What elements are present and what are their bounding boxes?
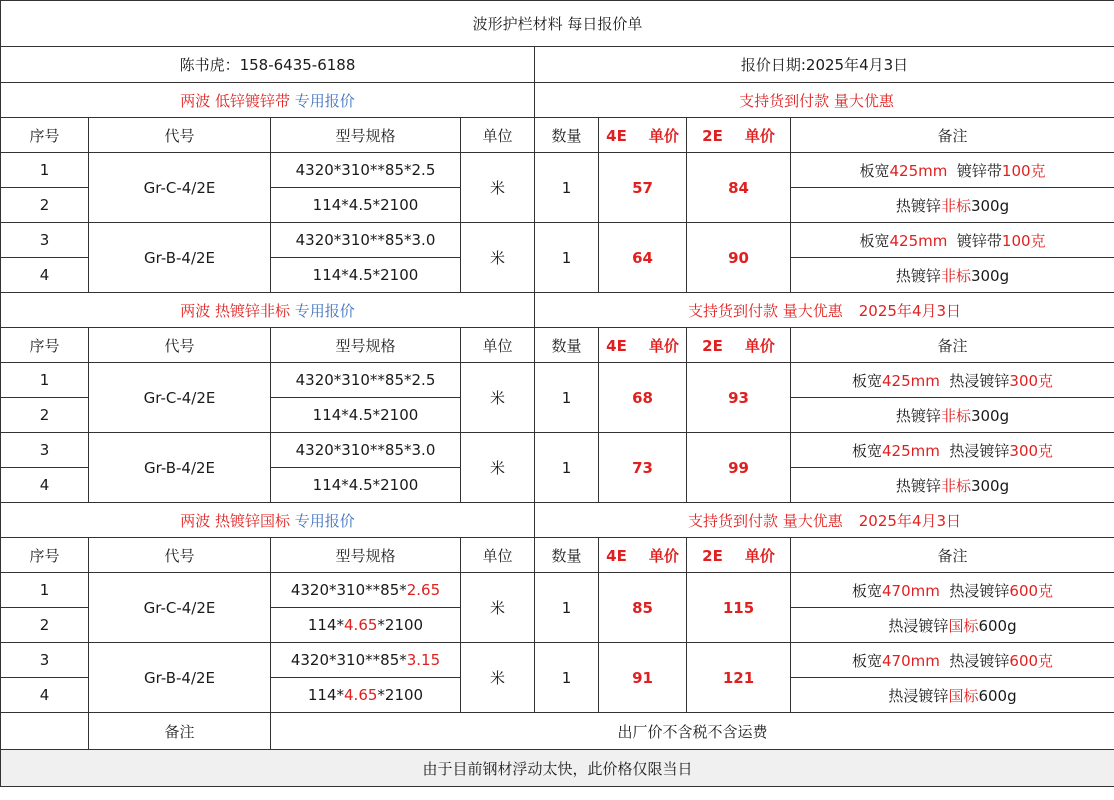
section-title-main: 两波 低锌镀锌带 bbox=[180, 91, 290, 110]
note-highlight: 非标 bbox=[940, 266, 971, 285]
seq-cell: 2 bbox=[1, 608, 89, 643]
note-text: 镀锌带 bbox=[947, 161, 1002, 180]
spec-highlight: 3.15 bbox=[406, 651, 441, 669]
footer-spacer bbox=[1, 713, 89, 750]
note-cell bbox=[791, 363, 1114, 398]
table-row bbox=[1, 153, 1114, 188]
spec-text: 4320*310**85*3.0 bbox=[295, 441, 436, 459]
col-spec: 型号规格 bbox=[271, 328, 461, 363]
section-promo-text: 支持货到付款 量大优惠 bbox=[739, 91, 894, 110]
col-price-2e bbox=[687, 118, 791, 153]
note-text: 300g bbox=[970, 266, 1010, 285]
note-highlight: 非标 bbox=[940, 406, 971, 425]
unit-cell: 米 bbox=[461, 223, 535, 293]
col-price-2e bbox=[687, 328, 791, 363]
col-price-4e-unit: 单价 bbox=[648, 546, 679, 565]
price-4e-cell: 64 bbox=[599, 223, 687, 293]
unit-cell: 米 bbox=[461, 433, 535, 503]
note-text: 镀锌带 bbox=[947, 231, 1002, 250]
column-header-row bbox=[1, 538, 1114, 573]
spec-text: 114*4.5*2100 bbox=[312, 476, 419, 494]
note-text: 热浸镀锌 bbox=[888, 616, 949, 635]
qty-cell: 1 bbox=[535, 223, 599, 293]
col-note: 备注 bbox=[791, 538, 1114, 573]
seq-cell: 3 bbox=[1, 433, 89, 468]
spec-cell bbox=[271, 608, 461, 643]
spec-text: 114*4.5*2100 bbox=[312, 406, 419, 424]
col-price-2e bbox=[687, 538, 791, 573]
spec-tail: *2100 bbox=[377, 686, 424, 704]
seq-cell: 4 bbox=[1, 468, 89, 503]
note-cell bbox=[791, 608, 1114, 643]
spec-cell bbox=[271, 188, 461, 223]
note-cell bbox=[791, 188, 1114, 223]
spec-cell bbox=[271, 398, 461, 433]
col-price-4e-label: 4E bbox=[606, 546, 627, 565]
spec-cell bbox=[271, 363, 461, 398]
col-seq: 序号 bbox=[1, 328, 89, 363]
note-text: 板宽 bbox=[859, 161, 890, 180]
note-highlight: 425mm bbox=[889, 161, 948, 180]
note-highlight: 600克 bbox=[1009, 651, 1054, 670]
seq-cell: 4 bbox=[1, 258, 89, 293]
col-qty: 数量 bbox=[535, 118, 599, 153]
spec-cell bbox=[271, 573, 461, 608]
seq-cell: 1 bbox=[1, 363, 89, 398]
qty-cell: 1 bbox=[535, 573, 599, 643]
col-seq: 序号 bbox=[1, 118, 89, 153]
seq-cell: 2 bbox=[1, 398, 89, 433]
spec-highlight: 4.65 bbox=[344, 616, 378, 634]
seq-cell: 1 bbox=[1, 573, 89, 608]
table-row bbox=[1, 223, 1114, 258]
section-promo bbox=[535, 83, 1114, 118]
contact-info: 陈书虎：158-6435-6188 bbox=[1, 47, 535, 83]
col-price-4e bbox=[599, 538, 687, 573]
note-cell bbox=[791, 223, 1114, 258]
col-note: 备注 bbox=[791, 118, 1114, 153]
spec-cell bbox=[271, 433, 461, 468]
spec-text: 4320*310**85*2.5 bbox=[295, 161, 436, 179]
col-price-4e-unit: 单价 bbox=[648, 126, 679, 145]
seq-cell: 3 bbox=[1, 223, 89, 258]
col-price-4e bbox=[599, 328, 687, 363]
table-row bbox=[1, 573, 1114, 608]
qty-cell: 1 bbox=[535, 153, 599, 223]
col-price-4e-label: 4E bbox=[606, 336, 627, 355]
price-2e-cell: 115 bbox=[687, 573, 791, 643]
code-cell: Gr-B-4/2E bbox=[89, 643, 271, 713]
unit-cell: 米 bbox=[461, 153, 535, 223]
section-title bbox=[1, 83, 535, 118]
note-text: 板宽 bbox=[851, 371, 882, 390]
note-text: 热镀锌 bbox=[895, 266, 941, 285]
section-title-tag: 专用报价 bbox=[294, 511, 355, 530]
spec-cell bbox=[271, 223, 461, 258]
section-promo-date: 2025年4月3日 bbox=[858, 301, 962, 320]
col-note: 备注 bbox=[791, 328, 1114, 363]
col-price-4e bbox=[599, 118, 687, 153]
section-promo-date: 2025年4月3日 bbox=[858, 511, 962, 530]
price-2e-cell: 121 bbox=[687, 643, 791, 713]
page-title: 波形护栏材料 每日报价单 bbox=[1, 1, 1114, 47]
note-text: 600g bbox=[978, 686, 1017, 705]
col-qty: 数量 bbox=[535, 328, 599, 363]
note-text: 板宽 bbox=[851, 441, 882, 460]
price-2e-cell: 84 bbox=[687, 153, 791, 223]
note-text: 热镀锌 bbox=[895, 406, 941, 425]
note-text: 板宽 bbox=[859, 231, 890, 250]
col-price-2e-unit: 单价 bbox=[744, 546, 775, 565]
seq-cell: 2 bbox=[1, 188, 89, 223]
table-row bbox=[1, 643, 1114, 678]
price-2e-cell: 99 bbox=[687, 433, 791, 503]
section-title bbox=[1, 503, 535, 538]
col-price-4e-unit: 单价 bbox=[648, 336, 679, 355]
seq-cell: 1 bbox=[1, 153, 89, 188]
unit-cell: 米 bbox=[461, 363, 535, 433]
note-text: 热镀锌 bbox=[895, 476, 941, 495]
code-cell: Gr-C-4/2E bbox=[89, 153, 271, 223]
seq-cell: 4 bbox=[1, 678, 89, 713]
spec-tail: *2100 bbox=[377, 616, 424, 634]
unit-cell: 米 bbox=[461, 573, 535, 643]
col-unit: 单位 bbox=[461, 538, 535, 573]
qty-cell: 1 bbox=[535, 363, 599, 433]
note-cell bbox=[791, 573, 1114, 608]
note-text: 板宽 bbox=[851, 651, 882, 670]
note-cell bbox=[791, 258, 1114, 293]
spec-cell bbox=[271, 643, 461, 678]
note-highlight: 425mm bbox=[889, 231, 948, 250]
column-header-row bbox=[1, 118, 1114, 153]
table-row bbox=[1, 363, 1114, 398]
note-text: 300g bbox=[970, 406, 1010, 425]
note-text: 300g bbox=[970, 476, 1010, 495]
col-spec: 型号规格 bbox=[271, 118, 461, 153]
col-unit: 单位 bbox=[461, 328, 535, 363]
section-promo bbox=[535, 503, 1114, 538]
col-spec: 型号规格 bbox=[271, 538, 461, 573]
col-price-2e-unit: 单价 bbox=[744, 336, 775, 355]
note-text: 热镀锌 bbox=[895, 196, 941, 215]
note-highlight: 300克 bbox=[1009, 441, 1054, 460]
note-highlight: 100克 bbox=[1001, 231, 1046, 250]
unit-cell: 米 bbox=[461, 643, 535, 713]
note-highlight: 国标 bbox=[948, 686, 979, 705]
col-code: 代号 bbox=[89, 118, 271, 153]
note-highlight: 国标 bbox=[948, 616, 979, 635]
price-2e-cell: 93 bbox=[687, 363, 791, 433]
note-highlight: 非标 bbox=[940, 476, 971, 495]
note-highlight: 470mm bbox=[882, 581, 940, 600]
note-text: 热浸镀锌 bbox=[939, 581, 1010, 600]
qty-cell: 1 bbox=[535, 433, 599, 503]
code-cell: Gr-C-4/2E bbox=[89, 573, 271, 643]
note-cell bbox=[791, 678, 1114, 713]
spec-text: 114* bbox=[307, 616, 345, 634]
col-code: 代号 bbox=[89, 328, 271, 363]
footer-note-text: 出厂价不含税不含运费 bbox=[271, 713, 1114, 750]
col-qty: 数量 bbox=[535, 538, 599, 573]
note-text: 600g bbox=[978, 616, 1017, 635]
note-highlight: 100克 bbox=[1001, 161, 1046, 180]
price-4e-cell: 73 bbox=[599, 433, 687, 503]
note-highlight: 425mm bbox=[882, 441, 940, 460]
spec-text: 4320*310**85*3.0 bbox=[295, 231, 436, 249]
section-promo bbox=[535, 293, 1114, 328]
spec-highlight: 4.65 bbox=[344, 686, 378, 704]
col-price-4e-label: 4E bbox=[606, 126, 627, 145]
spec-text: 4320*310**85* bbox=[290, 581, 407, 599]
note-highlight: 425mm bbox=[882, 371, 940, 390]
section-promo-text: 支持货到付款 量大优惠 bbox=[687, 511, 843, 530]
col-price-2e-label: 2E bbox=[702, 546, 723, 565]
col-unit: 单位 bbox=[461, 118, 535, 153]
section-title bbox=[1, 293, 535, 328]
column-header-row bbox=[1, 328, 1114, 363]
price-4e-cell: 85 bbox=[599, 573, 687, 643]
spec-text: 4320*310**85* bbox=[290, 651, 407, 669]
col-price-2e-unit: 单价 bbox=[744, 126, 775, 145]
note-text: 板宽 bbox=[851, 581, 882, 600]
code-cell: Gr-B-4/2E bbox=[89, 433, 271, 503]
footer-note-label: 备注 bbox=[89, 713, 271, 750]
col-seq: 序号 bbox=[1, 538, 89, 573]
note-cell bbox=[791, 433, 1114, 468]
price-4e-cell: 91 bbox=[599, 643, 687, 713]
code-cell: Gr-C-4/2E bbox=[89, 363, 271, 433]
quote-date: 报价日期:2025年4月3日 bbox=[535, 47, 1114, 83]
spec-text: 114* bbox=[307, 686, 345, 704]
price-4e-cell: 57 bbox=[599, 153, 687, 223]
spec-cell bbox=[271, 678, 461, 713]
table-row bbox=[1, 433, 1114, 468]
col-price-2e-label: 2E bbox=[702, 126, 723, 145]
col-code: 代号 bbox=[89, 538, 271, 573]
note-cell bbox=[791, 643, 1114, 678]
note-text: 热浸镀锌 bbox=[939, 441, 1010, 460]
section-promo-text: 支持货到付款 量大优惠 bbox=[687, 301, 843, 320]
note-highlight: 600克 bbox=[1009, 581, 1054, 600]
section-title-tag: 专用报价 bbox=[294, 301, 355, 320]
seq-cell: 3 bbox=[1, 643, 89, 678]
note-cell bbox=[791, 468, 1114, 503]
spec-text: 4320*310**85*2.5 bbox=[295, 371, 436, 389]
code-cell: Gr-B-4/2E bbox=[89, 223, 271, 293]
col-price-2e-label: 2E bbox=[702, 336, 723, 355]
section-title-main: 两波 热镀锌国标 bbox=[180, 511, 290, 530]
note-highlight: 300克 bbox=[1009, 371, 1054, 390]
price-2e-cell: 90 bbox=[687, 223, 791, 293]
note-highlight: 470mm bbox=[882, 651, 940, 670]
spec-cell bbox=[271, 468, 461, 503]
spec-text: 114*4.5*2100 bbox=[312, 266, 419, 284]
note-text: 热浸镀锌 bbox=[939, 371, 1010, 390]
spec-cell bbox=[271, 258, 461, 293]
note-cell bbox=[791, 398, 1114, 433]
price-4e-cell: 68 bbox=[599, 363, 687, 433]
note-text: 300g bbox=[970, 196, 1010, 215]
note-text: 热浸镀锌 bbox=[888, 686, 949, 705]
spec-text: 114*4.5*2100 bbox=[312, 196, 419, 214]
footer-banner: 由于目前钢材浮动太快，此价格仅限当日 bbox=[1, 750, 1114, 787]
section-title-tag: 专用报价 bbox=[294, 91, 355, 110]
section-title-main: 两波 热镀锌非标 bbox=[180, 301, 290, 320]
qty-cell: 1 bbox=[535, 643, 599, 713]
note-cell bbox=[791, 153, 1114, 188]
spec-cell bbox=[271, 153, 461, 188]
spec-highlight: 2.65 bbox=[406, 581, 441, 599]
note-text: 热浸镀锌 bbox=[939, 651, 1010, 670]
note-highlight: 非标 bbox=[940, 196, 971, 215]
